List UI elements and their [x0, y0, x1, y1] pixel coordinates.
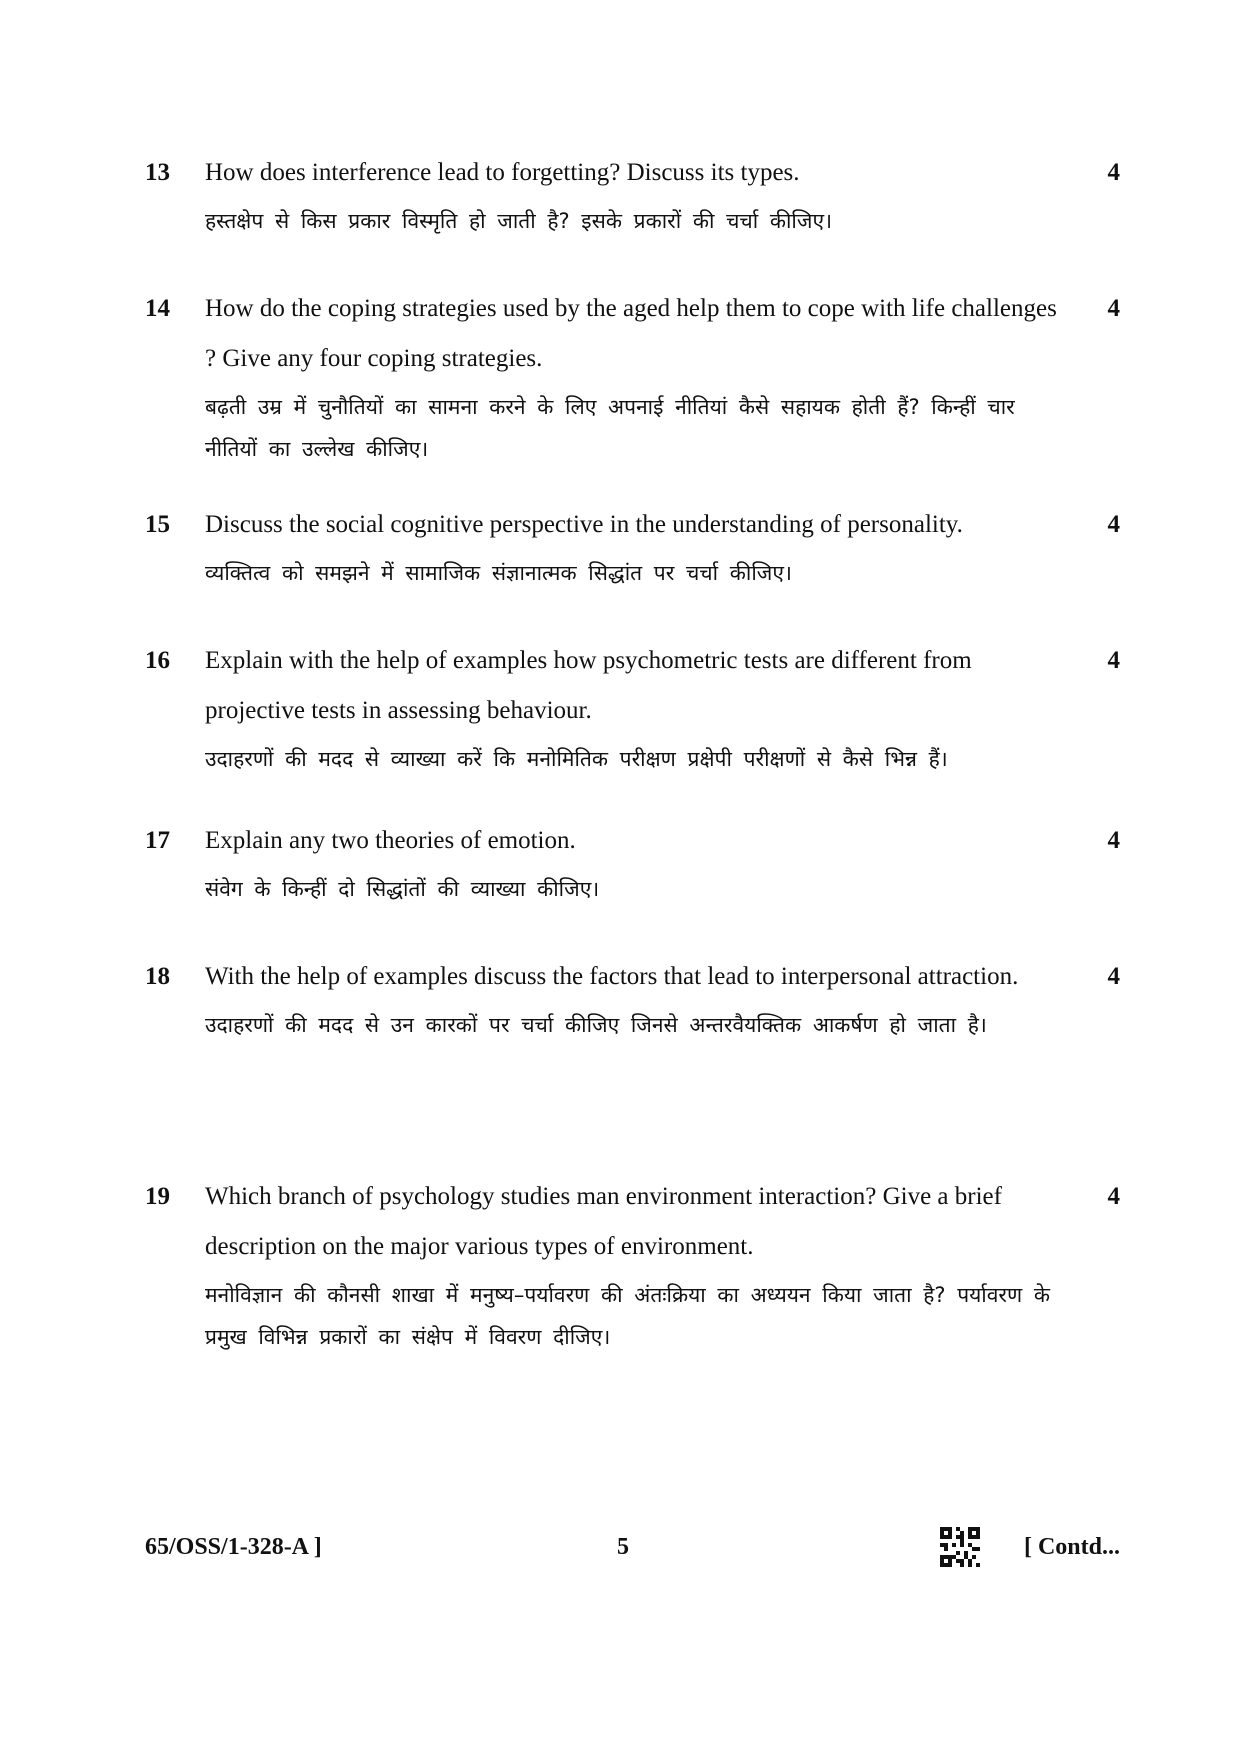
question-number: 16: [145, 647, 170, 674]
question-marks: 4: [1107, 295, 1120, 322]
question-text-english: With the help of examples discuss the factors that lead to interpersonal attraction.: [205, 963, 1019, 990]
question-16: [145, 636, 1120, 780]
continued-label: [ Contd...: [1023, 1534, 1120, 1560]
question-number: 14: [145, 295, 170, 322]
question-number: 17: [145, 827, 170, 854]
question-number: 13: [145, 159, 170, 186]
question-text-english: Explain with the help of examples how psychometric tests are different from projective tests in assessing behaviour.: [205, 647, 972, 724]
paper-code: 65/OSS/1-328-A ]: [145, 1534, 322, 1560]
question-number: 15: [145, 511, 170, 538]
question-19: [145, 1172, 1120, 1358]
qr-code-icon: [940, 1527, 980, 1567]
question-marks: 4: [1107, 963, 1120, 990]
question-text-english: Discuss the social cognitive perspective in the understanding of personality.: [205, 511, 963, 538]
question-number: 19: [145, 1183, 170, 1210]
question-number: 18: [145, 963, 170, 990]
question-14: [145, 284, 1120, 470]
question-text-hindi: व्यक्तित्व को समझने में सामाजिक संज्ञानात्मक सिद्धांत पर चर्चा कीजिए।: [205, 561, 792, 585]
question-text-english: How does interference lead to forgetting? Discuss its types.: [205, 159, 800, 186]
question-15: [145, 500, 1120, 594]
question-text-english: Which branch of psychology studies man environment interaction? Give a brief description on the major various types of environment.: [205, 1183, 1002, 1260]
page-number: 5: [617, 1534, 629, 1560]
question-text-hindi: उदाहरणों की मदद से व्याख्या करें कि मनोमितिक परीक्षण प्रक्षेपी परीक्षणों से कैसे भिन्न हैं।: [205, 747, 948, 771]
question-marks: 4: [1107, 159, 1120, 186]
question-text-english: How do the coping strategies used by the aged help them to cope with life challenges ? Give any four coping strategies.: [205, 295, 1057, 372]
question-marks: 4: [1107, 827, 1120, 854]
question-marks: 4: [1107, 647, 1120, 674]
question-text-hindi: संवेग के किन्हीं दो सिद्धांतों की व्याख्या कीजिए।: [205, 877, 600, 901]
question-marks: 4: [1107, 511, 1120, 538]
question-text-hindi: बढ़ती उम्र में चुनौतियों का सामना करने के लिए अपनाई नीतियां कैसे सहायक होती हैं? किन्हीं चार नीतियों का उल्लेख कीजिए।: [205, 395, 1015, 461]
question-18: [145, 952, 1120, 1046]
question-text-hindi: मनोविज्ञान की कौनसी शाखा में मनुष्य–पर्यावरण की अंतःक्रिया का अध्ययन किया जाता है? पर्यावरण के प्रमुख विभिन्न प्रकारों का संक्षेप में विवरण दीजिए।: [205, 1283, 1051, 1349]
question-text-english: Explain any two theories of emotion.: [205, 827, 576, 854]
question-marks: 4: [1107, 1183, 1120, 1210]
question-text-hindi: हस्तक्षेप से किस प्रकार विस्मृति हो जाती है? इसके प्रकारों की चर्चा कीजिए।: [205, 209, 833, 233]
question-text-hindi: उदाहरणों की मदद से उन कारकों पर चर्चा कीजिए जिनसे अन्तरवैयक्तिक आकर्षण हो जाता है।: [205, 1013, 987, 1037]
page-footer: [145, 1522, 1120, 1572]
question-13: [145, 148, 1120, 242]
question-17: [145, 816, 1120, 910]
